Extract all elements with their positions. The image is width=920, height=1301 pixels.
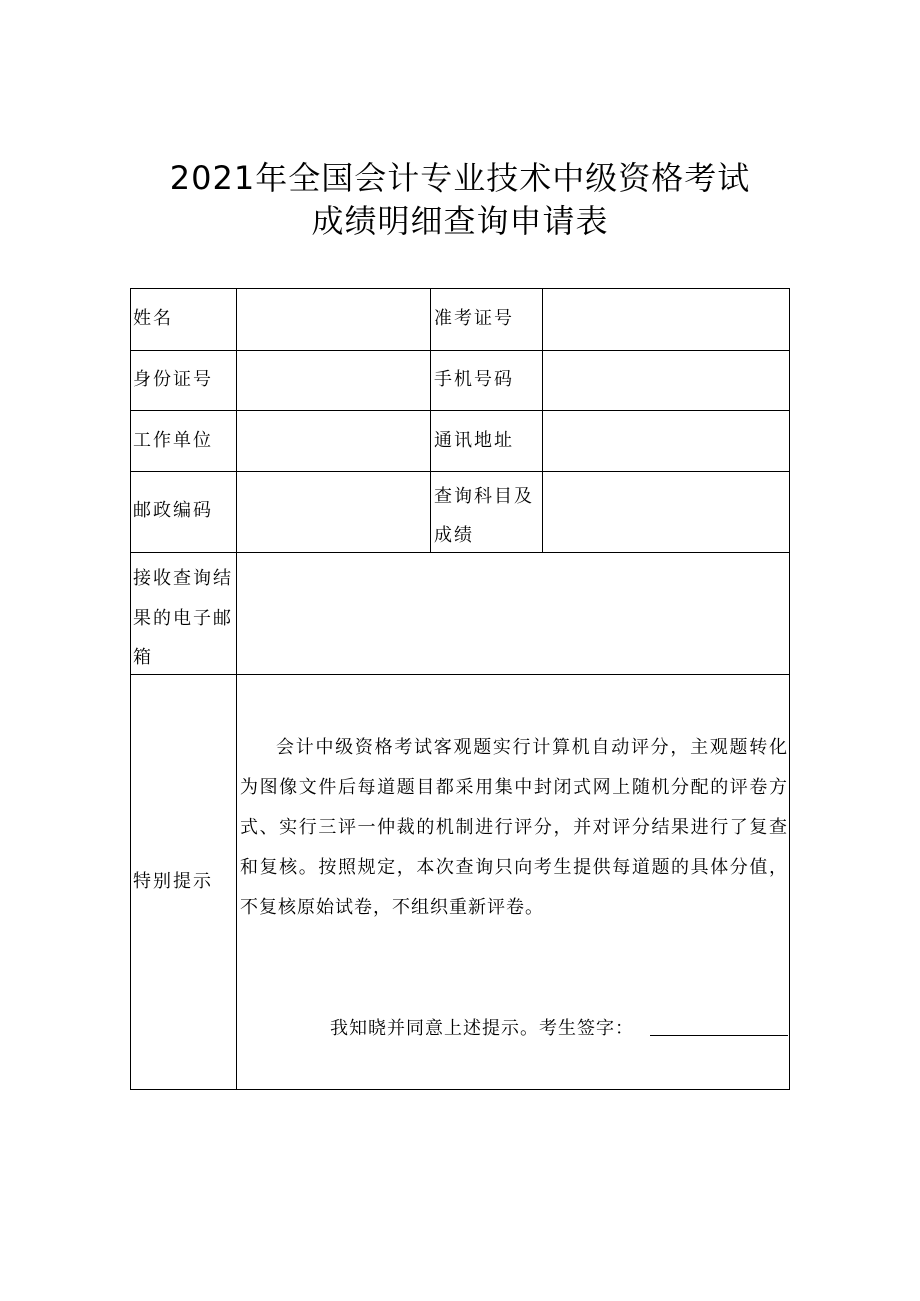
special-notice-text: 会计中级资格考试客观题实行计算机自动评分，主观题转化为图像文件后每道题目都采用集中封闭式网上随机分配的评卷方式、实行三评一仲裁的机制进行评分，并对评分结果进行了复查和复核。按照规定，本次查询只向考生提供每道题的具体分值，不复核原始试卷，不组织重新评卷。 (240, 737, 788, 918)
column-divider (430, 288, 431, 552)
email-label-line-3: 箱 (133, 647, 153, 668)
postcode-label: 邮政编码 (133, 500, 213, 521)
work-unit-label: 工作单位 (133, 430, 213, 451)
name-label: 姓名 (133, 308, 173, 329)
id-number-label: 身份证号 (133, 369, 213, 390)
row-divider (130, 471, 790, 472)
query-subject-label-line-2: 成绩 (434, 525, 474, 546)
consent-statement: 我知晓并同意上述提示。考生签字： (330, 1018, 634, 1039)
row-divider (130, 674, 790, 675)
application-form-table (130, 288, 790, 1090)
email-label-line-1: 接收查询结 (133, 568, 233, 589)
query-subject-label-line-1: 查询科目及 (434, 486, 534, 507)
form-title-line-2: 成绩明细查询申请表 (311, 202, 609, 240)
column-divider (236, 288, 237, 1090)
column-divider (542, 288, 543, 552)
mobile-number-label: 手机号码 (434, 369, 514, 390)
row-divider (130, 350, 790, 351)
mailing-address-label: 通讯地址 (434, 430, 514, 451)
signature-line (650, 1035, 788, 1036)
exam-ticket-number-label: 准考证号 (434, 308, 514, 329)
row-divider (130, 410, 790, 411)
email-label-line-2: 果的电子邮 (133, 608, 233, 629)
special-notice-label: 特别提示 (133, 871, 213, 892)
form-title-line-1: 2021年全国会计专业技术中级资格考试 (169, 159, 751, 197)
